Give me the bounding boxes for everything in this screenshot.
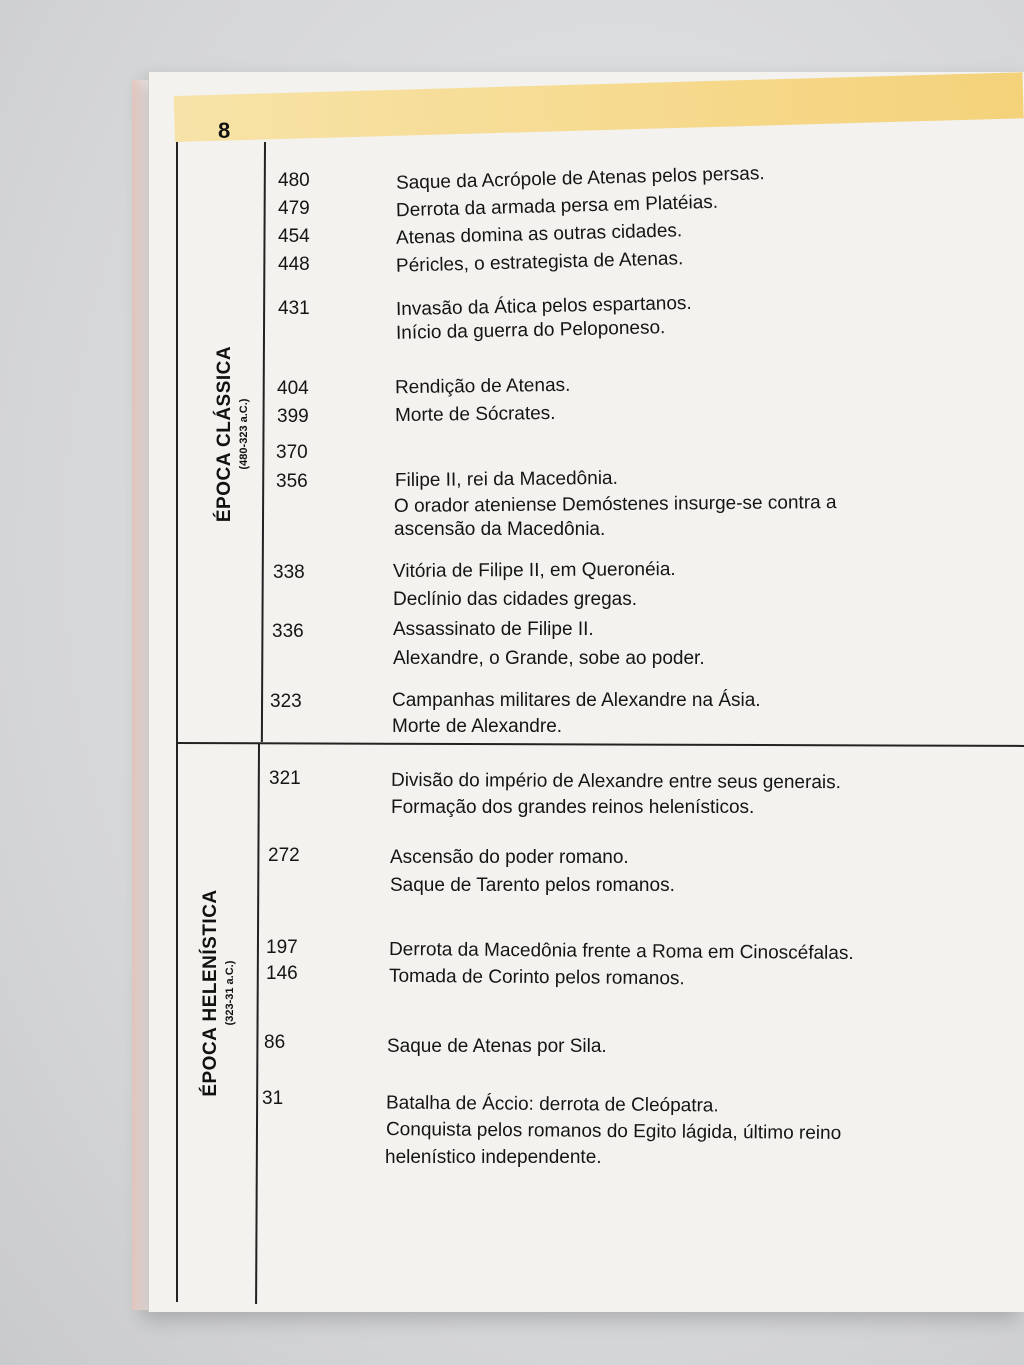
timeline-year: 336	[272, 621, 304, 642]
epoch-title: ÉPOCA CLÁSSICA	[214, 345, 235, 523]
timeline-row	[0, 317, 1024, 350]
timeline-event: Rendição de Atenas.	[394, 374, 571, 399]
timeline-event: Saque da Acrópole de Atenas pelos persas.	[395, 163, 765, 194]
timeline-event: Tomada de Corinto pelos romanos.	[388, 965, 685, 990]
timeline-row	[0, 768, 1024, 796]
timeline-year: 399	[277, 406, 309, 427]
timeline-event: ascensão da Macedônia.	[394, 519, 606, 540]
timeline-event: Morte de Sócrates.	[394, 402, 556, 427]
timeline-year: 146	[266, 963, 298, 984]
timeline-event: Alexandre, o Grande, sobe ao poder.	[393, 648, 705, 669]
timeline-year: 370	[276, 442, 308, 463]
timeline-year: 404	[277, 378, 309, 399]
epoch-range: (323-31 a.C.)	[224, 960, 236, 1026]
timeline-row	[0, 691, 1024, 719]
timeline-row	[0, 650, 1024, 678]
epoch-range: (480-323 a.C.)	[238, 398, 250, 470]
timeline-event: Formação dos grandes reinos helenísticos.	[391, 797, 755, 818]
timeline-row	[0, 402, 1024, 434]
timeline-year: 31	[262, 1088, 284, 1109]
timeline-row	[0, 559, 1024, 590]
timeline-year: 86	[264, 1032, 286, 1053]
timeline-event: Invasão da Ática pelos espartanos.	[395, 292, 692, 321]
timeline-year: 272	[268, 845, 300, 866]
timeline-event: Péricles, o estrategista de Atenas.	[395, 248, 684, 277]
timeline-row	[0, 963, 1024, 991]
timeline-event: Derrota da armada persa em Platéias.	[395, 191, 719, 222]
timeline-year: 338	[273, 562, 305, 583]
page-number: 8	[218, 118, 231, 143]
timeline-row	[0, 1032, 1024, 1060]
timeline-event: Conquista pelos romanos do Egito lágida, último reino	[385, 1119, 842, 1144]
timeline-row	[0, 1115, 1024, 1143]
timeline-row	[0, 717, 1024, 745]
timeline-event: Saque de Tarento pelos romanos.	[390, 875, 675, 896]
timeline-row	[0, 621, 1024, 649]
timeline-row	[0, 374, 1024, 406]
timeline-year: 323	[270, 691, 302, 712]
timeline-event: helenístico independente.	[385, 1147, 602, 1168]
timeline-event: Vitória de Filipe II, em Queronéia.	[392, 559, 676, 582]
timeline-row	[0, 937, 1024, 965]
timeline-row	[0, 163, 1024, 198]
timeline-row	[0, 591, 1024, 619]
timeline-year: 480	[278, 170, 310, 191]
timeline-row	[0, 191, 1024, 226]
timeline-event: Início da guerra do Peloponeso.	[395, 317, 666, 344]
timeline-event: Divisão do império de Alexandre entre seus generais.	[390, 769, 841, 794]
timeline-event: Campanhas militares de Alexandre na Ásia.	[392, 690, 761, 711]
timeline-row	[0, 797, 1024, 825]
timeline-event: Filipe II, rei da Macedônia.	[394, 467, 618, 492]
timeline-event: Declínio das cidades gregas.	[393, 589, 637, 610]
timeline-event: Batalha de Áccio: derrota de Cleópatra.	[385, 1092, 719, 1117]
timeline-row	[0, 873, 1024, 901]
timeline-event: Saque de Atenas por Sila.	[387, 1036, 607, 1057]
timeline-year: 448	[278, 254, 310, 275]
timeline-year: 321	[269, 768, 301, 789]
timeline-year: 431	[278, 298, 310, 319]
timeline-row	[0, 1088, 1024, 1116]
timeline-row	[0, 521, 1024, 549]
timeline-year: 479	[278, 198, 310, 219]
timeline-row	[0, 248, 1024, 282]
timeline-year: 197	[266, 937, 298, 958]
timeline-event: Ascensão do poder romano.	[390, 847, 629, 868]
timeline-year: 454	[278, 226, 310, 247]
timeline-row	[0, 220, 1024, 254]
timeline-row	[0, 442, 1024, 470]
timeline-event: Assassinato de Filipe II.	[393, 619, 594, 640]
timeline-event: O orador ateniense Demóstenes insurge-se contra a	[393, 492, 837, 517]
timeline-event: Atenas domina as outras cidades.	[395, 220, 683, 249]
timeline-row	[0, 845, 1024, 873]
timeline-year: 356	[276, 471, 308, 492]
timeline-row	[0, 1141, 1024, 1169]
timeline-event: Derrota da Macedônia frente a Roma em Cinoscéfalas.	[388, 938, 854, 965]
timeline-event: Morte de Alexandre.	[392, 716, 563, 737]
epoch-title: ÉPOCA HELENÍSTICA	[200, 889, 221, 1097]
